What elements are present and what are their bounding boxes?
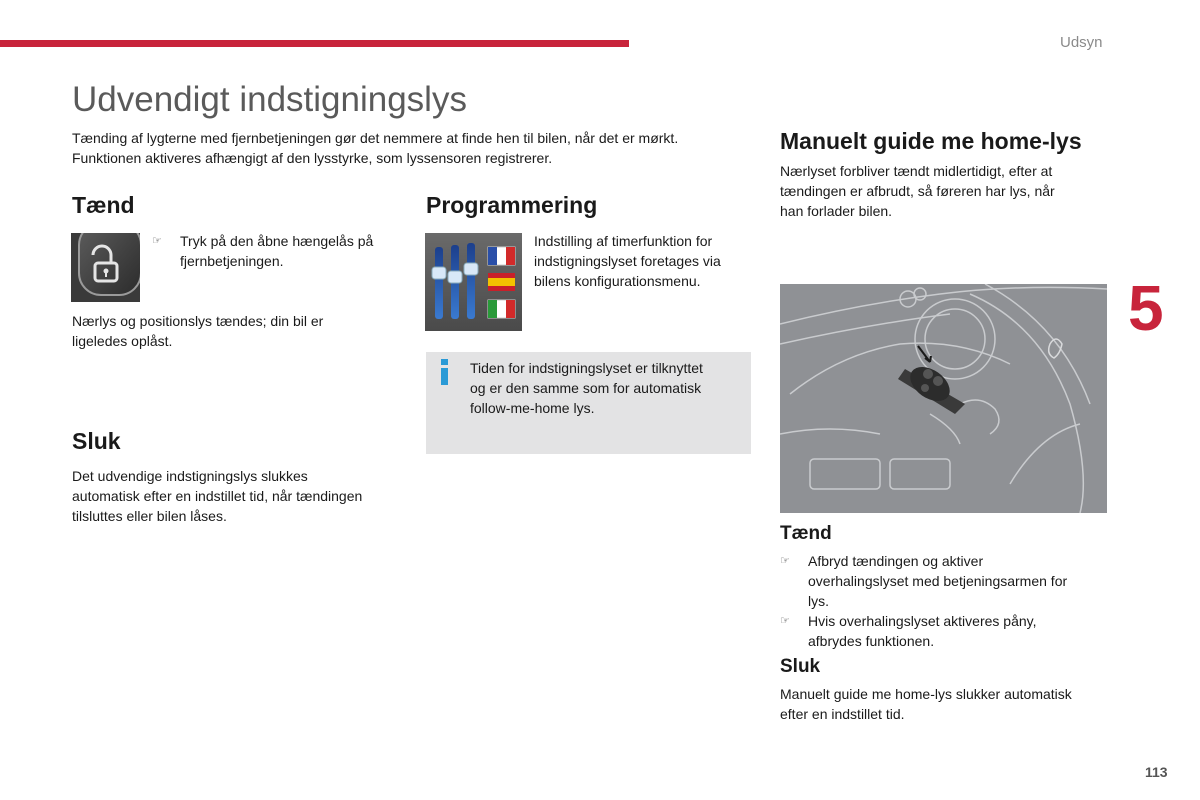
hand-pointer-icon: ☞ [780, 615, 790, 627]
programmering-heading: Programmering [426, 192, 598, 218]
taend-result-text: Nærlys og positionslys tændes; din bil er ligeledes oplåst. [72, 313, 324, 349]
hand-pointer-icon: ☞ [780, 555, 790, 567]
section-name: Udsyn [1060, 34, 1103, 51]
manual-taend-steps [780, 551, 1110, 651]
manual-taend-heading: Tænd [780, 523, 832, 544]
taend-instruction: ☞ Tryk på den åbne hængelås på fjernbetjeningen. [152, 233, 374, 269]
sluk-heading: Sluk [72, 428, 121, 454]
programmering-text: Indstilling af timerfunktion for indstigningslyset foretages via bilens konfigurationsmenu. [534, 233, 721, 289]
remote-unlock-icon [71, 233, 140, 302]
steering-column-lever-illustration [780, 284, 1107, 513]
manual-sluk-heading: Sluk [780, 656, 821, 677]
page-number: 113 [1145, 764, 1168, 780]
chapter-number: 5 [1128, 272, 1164, 344]
intro-text: Tænding af lygterne med fjernbetjeningen gør det nemmere at finde hen til bilen, når det er mørkt. Funktionen aktiveres afhængigt af den lysstyrke, som lyssensoren registrerer. [72, 130, 679, 166]
list-item: ☞ Hvis overhalingslyset aktiveres påny, afbrydes funktionen. [780, 613, 1037, 649]
header-accent-bar [0, 40, 629, 47]
taend-heading: Tænd [72, 192, 135, 218]
sluk-text: Det udvendige indstigningslys slukkes automatisk efter en indstillet tid, når tændingen tilsluttes eller bilen låses. [72, 468, 363, 524]
info-icon [438, 358, 452, 392]
hand-pointer-icon: ☞ [152, 235, 162, 247]
manual-intro-text: Nærlyset forbliver tændt midlertidigt, efter at tændingen er afbrudt, så føreren har lys, når han forlader bilen. [780, 163, 1055, 219]
list-item: ☞ Afbryd tændingen og aktiver overhalingslyset med betjeningsarmen for lys. [780, 553, 1068, 609]
manual-sluk-text: Manuelt guide me home-lys slukker automatisk efter en indstillet tid. [780, 686, 1072, 722]
configuration-menu-icon [425, 233, 522, 331]
manual-heading: Manuelt guide me home-lys [780, 128, 1082, 154]
info-text: Tiden for indstigningslyset er tilknyttet og er den samme som for automatisk follow-me-home lys. [470, 360, 703, 416]
page-title: Udvendigt indstigningslys [72, 80, 467, 119]
